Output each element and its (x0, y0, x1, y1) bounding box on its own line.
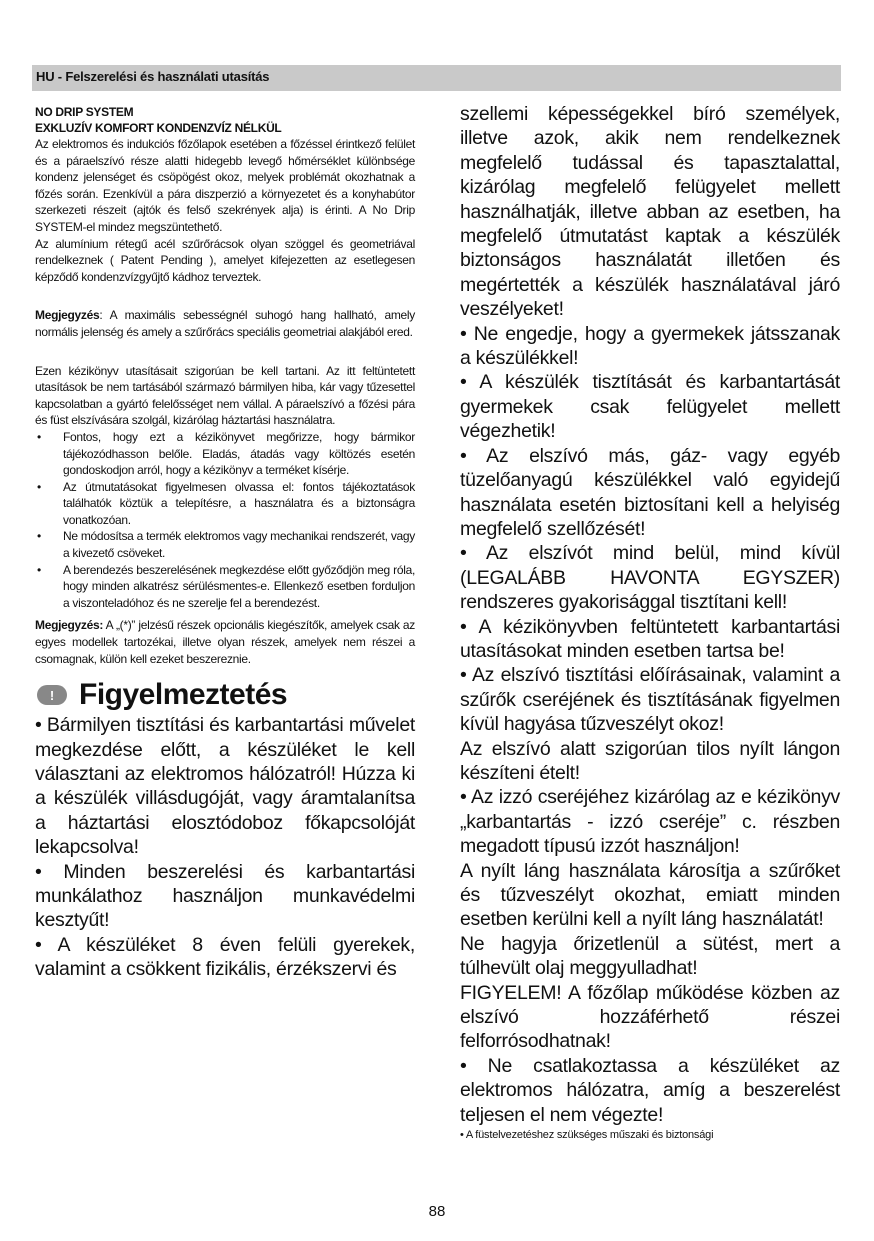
warning-paragraph: • A füstelvezetéshez szükséges műszaki és biztonsági (460, 1129, 714, 1142)
warning-paragraph: • Ne engedje, hogy a gyermekek játsszanak a készülékkel! (460, 322, 840, 370)
paragraph-filters: Az alumínium rétegű acél szűrőrácsok olyan szöggel és geometriával rendelkeznek ( Patent Pending ), amelyet kifejezetten az esetlegesen képződő kondenzvízgyűjtő kádhoz terveztek. (35, 236, 415, 284)
note-label: Megjegyzés (35, 308, 100, 323)
section-subtitle: EXKLUZÍV KOMFORT KONDENZVÍZ NÉLKÜL (35, 121, 282, 135)
note-text: A „(*)” jelzésű részek opcionális kiegészítők, amelyek csak az egyes modellek tartozékai, illetve olyan részek, amelyek nem részei a csomagnak, külön kell ezeket beszerezniе. (35, 618, 415, 666)
warning-paragraph: szellemi képességekkel bíró személyek, illetve azok, akik nem rendelkeznek megfelelő tudással és tapasztalattal, kizárólag megfelelő felügyelet mellett használhatják, illetve abban az esetben, ha megfelelő útmutatást kaptak a készülék biztonságos használatát illetően és megértették a készülék használatával járó veszélyeket! (460, 103, 840, 321)
warning-title: Figyelmeztetés (79, 678, 288, 712)
left-column (35, 104, 415, 982)
page-number: 88 (428, 1203, 446, 1220)
warning-paragraph: Az elszívó alatt szigorúan tilos nyílt lángon készíteni ételt! (460, 737, 840, 784)
list-item: • Fontos, hogy ezt a kézikönyvet megőrizze, hogy bármikor tájékozódhasson belőle. Eladás, átadás vagy költözés esetén gondoskodjon arról, hogy a kézikönyv a terméket kísérje. (35, 429, 415, 479)
paragraph-instructions: Ezen kézikönyv utasításait szigorúan be kell tartani. Az itt feltüntetett utasítások be nem tartásából származó bármilyen hiba, kár vagy tűzesettel kapcsolatban a gyártó felelősséget nem vállal. A páraelszívó a főzési pára és füst elszívására szolgál, kizárólag háztartási használatra. (35, 363, 415, 428)
warning-heading (35, 677, 415, 713)
paragraph-intro: Az elektromos és indukciós főzőlapok esetében a főzéssel érintkező felület és a páraelszívó része alatti hidegebb levegő hőmérséklet különbsége kondenz jelenséget és csöpögést okoz, melyek problémát okozhatnak a főzés során. Ezenkívül a pára diszperzió a környezetet és a konyhabútor szerkezeti részeit (ajtók és felső szekrények alja) is érinti. A No Drip SYSTEM-el mindez megszüntethető. (35, 137, 415, 234)
note-optional-parts (35, 617, 415, 667)
list-item: • Ne módosítsa a termék elektromos vagy mechanikai rendszerét, vagy a kivezető csöveket. (35, 528, 415, 561)
list-item: • A berendezés beszerelésének megkezdése előtt győződjön meg róla, hogy minden alkatrész sérülésmentes-e. Ellenkező esetben forduljon a viszonteladóhoz és ne szerelje fel a berendezést. (35, 562, 415, 612)
warning-paragraph: Ne hagyja őrizetlenül a sütést, mert a túlhevült olaj meggyulladhat! (460, 932, 840, 980)
note-noise (35, 307, 415, 340)
list-item: • Az útmutatásokat figyelmesen olvassa el: fontos tájékoztatások találhatók köztük a telepítésre, a használatra és a biztonságra vonatkozóan. (35, 479, 415, 529)
right-column (460, 102, 840, 1143)
warning-paragraph: • Ne csatlakoztassa a készüléket az elektromos hálózatra, amíg a beszerelést teljesen el nem végezte! (460, 1054, 840, 1126)
safety-bullet-list (35, 429, 415, 612)
note-label: Megjegyzés: (35, 618, 104, 633)
warning-paragraph: • Az elszívót mind belül, mind kívül (LEGALÁBB HAVONTA EGYSZER) rendszeres gyakorisággal tisztítani kell! (460, 542, 840, 614)
warning-paragraph: • Az elszívó más, gáz- vagy egyéb tüzelőanyagú készülékkel való egyidejű használata esetén biztosítani kell a helyiség megfelelő szellőzését! (460, 444, 840, 540)
warning-paragraph: • Bármilyen tisztítási és karbantartási művelet megkezdése előtt, a készüléket le kell választani az elektromos hálózatról! Húzza ki a készülék villásdugóját, vagy áramtalanítsa a háztartási elosztódoboz főkapcsolóját lekapcsolva! (35, 714, 415, 859)
warning-paragraph: • Az izzó cseréjéhez kizárólag az e kézikönyv „karbantartás - izzó cseréje” c. részben megadott típusú izzót használjon! (460, 786, 840, 858)
warning-paragraph: • A készüléket 8 éven felüli gyerekek, valamint a csökkent fizikális, érzékszervi és (35, 933, 415, 981)
warning-paragraph: • A készülék tisztítását és karbantartását gyermekek csak felügyelet mellett végezhetik! (460, 371, 840, 443)
page-header-title: HU - Felszerelési és használati utasítás (36, 69, 270, 84)
warning-paragraph: • Az elszívó tisztítási előírásainak, valamint a szűrők cseréjének és tisztításának figyelmen kívül hagyása tűzveszélyt okoz! (460, 664, 840, 736)
section-title-no-drip: NO DRIP SYSTEM (35, 105, 134, 119)
warning-paragraph: FIGYELEM! A főzőlap működése közben az elszívó hozzáférhető részei felforrósodhatnak! (460, 981, 840, 1053)
warning-paragraph: • A kézikönyvben feltüntetett karbantartási utasításokat minden esetben tartsa be! (460, 615, 840, 662)
note-text: : A maximális sebességnél suhogó hang hallható, amely normális jelenség és amely a szűrőrács speciális geometriai alakjából ered. (35, 308, 415, 339)
warning-paragraph: • Minden beszerelési és karbantartási munkálathoz használjon munkavédelmi kesztyűt! (35, 860, 415, 932)
warning-triangle-icon: ! (37, 685, 67, 705)
warning-paragraph: A nyílt láng használata károsítja a szűrőket és tűzveszélyt okozhat, emiatt minden esetben kerülni kell a nyílt láng használatát! (460, 859, 840, 931)
header-bar (32, 65, 841, 91)
